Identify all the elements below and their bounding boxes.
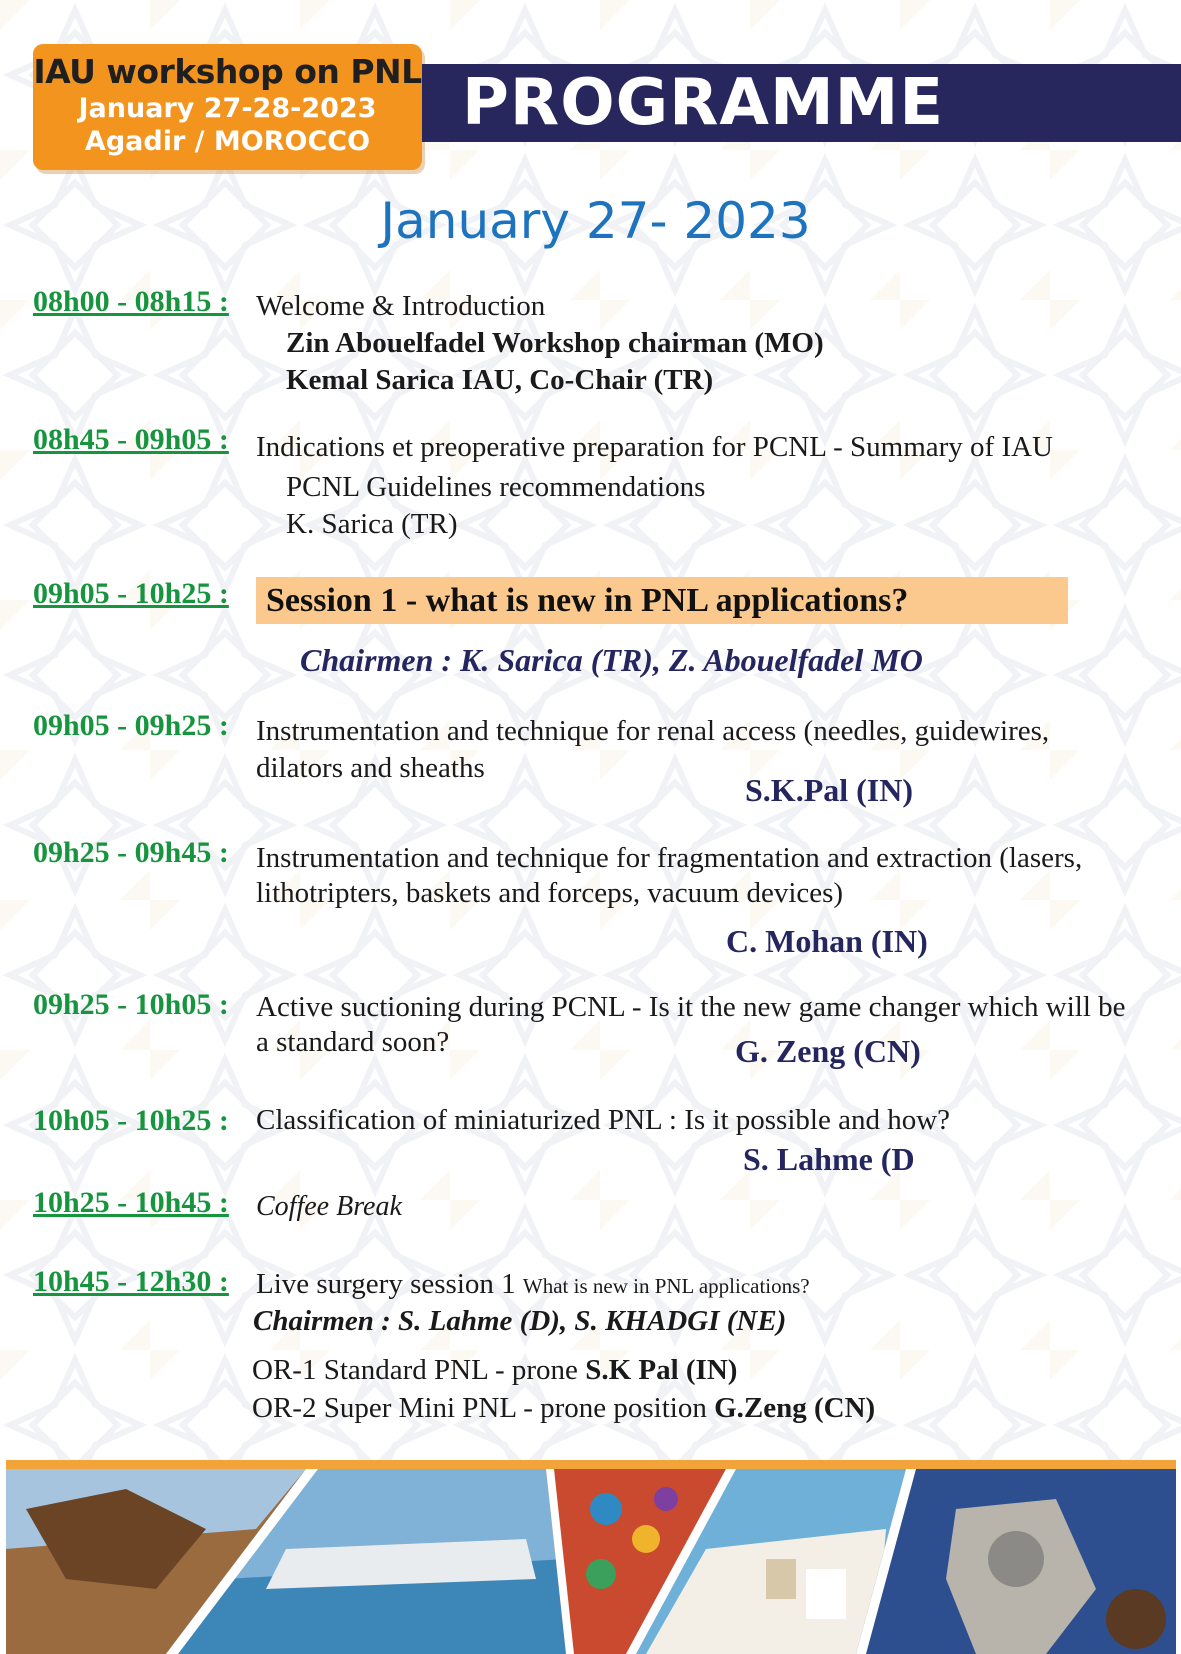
suction-line1: Active suctioning during PCNL - Is it the new game changer which will be (256, 991, 1126, 1023)
classification-line1: Classification of miniaturized PNL : Is it possible and how? (256, 1104, 951, 1136)
live-chairmen: Chairmen : S. Lahme (D), S. KHADGI (NE) (253, 1305, 787, 1337)
badge-place: Agadir / MOROCCO (84, 126, 371, 157)
welcome-title: Welcome & Introduction (256, 290, 546, 322)
time-classification: 10h05 - 10h25 : (33, 1104, 229, 1137)
session1-chairmen: Chairmen : K. Sarica (TR), Z. Abouelfadel MO (300, 642, 923, 678)
live-title-text: Live surgery session 1 (256, 1268, 516, 1300)
workshop-badge (33, 44, 422, 170)
time-coffee: 10h25 - 10h45 : (33, 1186, 229, 1219)
fragmentation-line1: Instrumentation and technique for fragmentation and extraction (lasers, (256, 842, 1083, 874)
or2-speaker: G.Zeng (CN) (714, 1392, 876, 1424)
or1-text: OR-1 Standard PNL - prone (252, 1354, 586, 1386)
access-line2: dilators and sheaths (256, 752, 485, 784)
indications-line2: PCNL Guidelines recommendations (286, 471, 706, 503)
live-title (256, 1266, 810, 1304)
time-welcome: 08h00 - 08h15 : (33, 285, 229, 318)
access-speaker: S.K.Pal (IN) (745, 772, 913, 808)
welcome-chairman: Zin Abouelfadel Workshop chairman (MO) (286, 327, 824, 359)
time-live: 10h45 - 12h30 : (33, 1265, 229, 1298)
or1-speaker: S.K Pal (IN) (585, 1354, 738, 1386)
live-subtitle: What is new in PNL applications? (522, 1274, 810, 1298)
footer-divider (6, 1460, 1176, 1469)
day-title: January 27- 2023 (380, 192, 811, 250)
live-or2 (252, 1390, 875, 1426)
time-indications: 08h45 - 09h05 : (33, 423, 229, 456)
suction-speaker: G. Zeng (CN) (735, 1033, 921, 1069)
or2-text: OR-2 Super Mini PNL - prone position (252, 1392, 715, 1424)
welcome-cochair: Kemal Sarica IAU, Co-Chair (TR) (286, 364, 714, 396)
live-or1 (252, 1352, 737, 1388)
suction-line2: a standard soon? (256, 1026, 450, 1058)
badge-date: January 27-28-2023 (78, 93, 377, 124)
time-session1: 09h05 - 10h25 : (33, 577, 229, 610)
indications-speaker: K. Sarica (TR) (286, 508, 458, 540)
indications-line1: Indications et preoperative preparation for PCNL - Summary of IAU (256, 431, 1053, 463)
classification-speaker: S. Lahme (D (743, 1141, 915, 1177)
badge-title: IAU workshop on PNL (33, 52, 422, 91)
session1-title: Session 1 - what is new in PNL applications? (256, 577, 1068, 624)
fragmentation-line2: lithotripters, baskets and forceps, vacuum devices) (256, 877, 844, 909)
time-fragmentation: 09h25 - 09h45 : (33, 836, 229, 869)
access-line1: Instrumentation and technique for renal access (needles, guidewires, (256, 715, 1050, 747)
time-suction: 09h25 - 10h05 : (33, 988, 229, 1021)
fragmentation-speaker: C. Mohan (IN) (726, 923, 928, 959)
time-access: 09h05 - 09h25 : (33, 709, 229, 742)
footer-photo-collage (6, 1469, 1176, 1654)
coffee-break: Coffee Break (256, 1191, 402, 1222)
programme-banner: PROGRAMME (422, 64, 1181, 142)
